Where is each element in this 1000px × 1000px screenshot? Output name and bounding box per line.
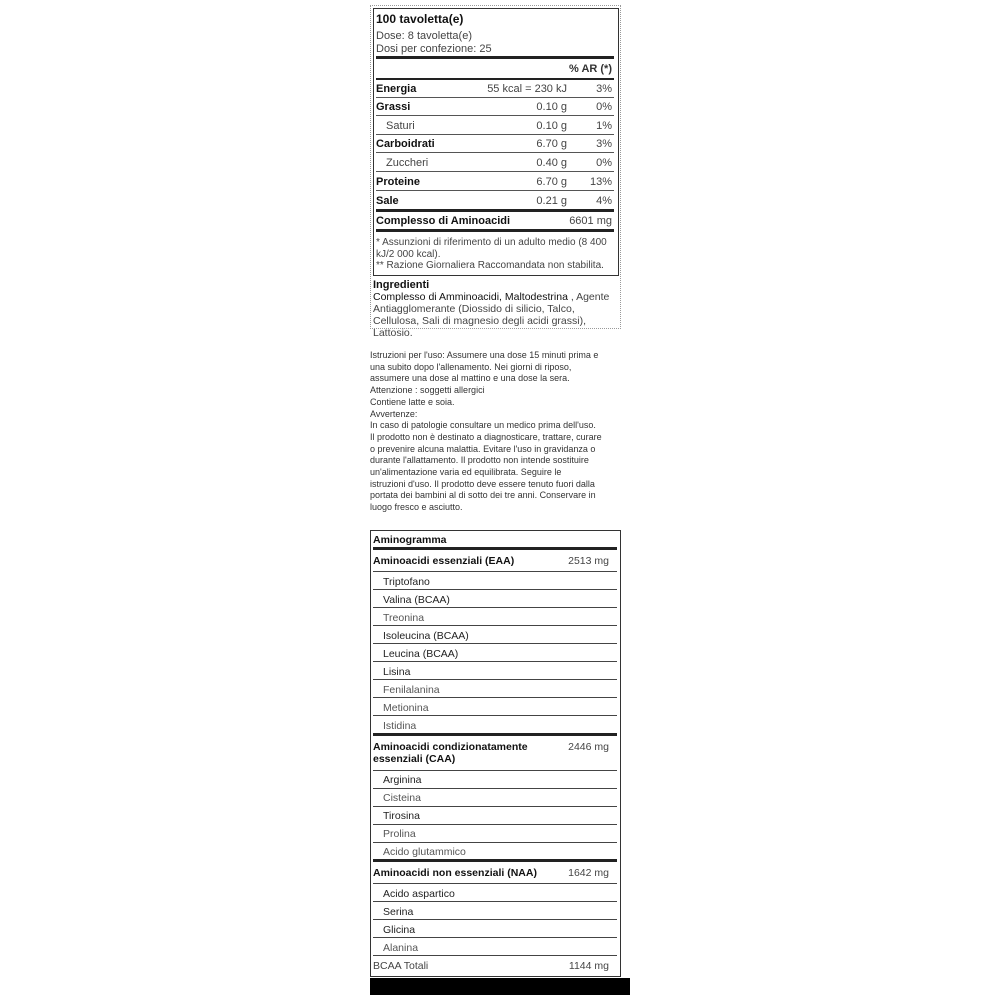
instruction-line: Contiene latte e soia. xyxy=(370,396,455,407)
fat-value: 0.10 g xyxy=(536,101,567,113)
divider xyxy=(373,788,617,789)
divider xyxy=(376,134,614,135)
eaa-header xyxy=(373,555,617,567)
instruction-line: o prevenire alcuna malattia. Evitare l'uso in gravidanza o xyxy=(370,443,596,454)
eaa-label: Aminoacidi essenziali (EAA) xyxy=(373,555,515,567)
divider xyxy=(373,824,617,825)
amino-item: Tirosina xyxy=(383,810,420,822)
amino-item: Acido glutammico xyxy=(383,846,466,858)
saturated-value: 0.10 g xyxy=(536,120,567,132)
salt-value: 0.21 g xyxy=(536,195,567,207)
instruction-line: istruzioni d'uso. Il prodotto deve essere tenuto fuori dalla xyxy=(370,478,595,489)
amino-item: Serina xyxy=(383,906,414,918)
bcaa-total-label: BCAA Totali xyxy=(373,960,429,972)
instruction-line: In caso di patologie consultare un medico prima dell'uso. xyxy=(370,420,596,431)
carbs-pct: 3% xyxy=(596,138,612,150)
divider xyxy=(373,806,617,807)
divider xyxy=(376,97,614,98)
caa-header xyxy=(373,741,617,765)
fat-label: Grassi xyxy=(376,101,411,113)
divider xyxy=(373,733,617,736)
sugars-pct: 0% xyxy=(596,157,612,169)
carbs-label: Carboidrati xyxy=(376,138,435,150)
divider xyxy=(376,171,614,172)
amino-item: Alanina xyxy=(383,942,419,954)
instruction-line: luogo fresco e asciutto. xyxy=(370,502,463,513)
divider xyxy=(373,715,617,716)
label-title: 100 tavoletta(e) xyxy=(376,12,464,26)
caa-label-line2: essenziali (CAA) xyxy=(373,753,456,765)
amino-item: Glicina xyxy=(383,924,416,936)
instruction-line: Il prodotto non è destinato a diagnosticare, trattare, curare xyxy=(370,431,602,442)
divider xyxy=(376,152,614,153)
naa-header xyxy=(373,867,617,879)
divider xyxy=(373,625,617,626)
salt-pct: 4% xyxy=(596,195,612,207)
amino-item: Arginina xyxy=(383,774,422,786)
divider xyxy=(373,643,617,644)
energy-value: 55 kcal = 230 kJ xyxy=(487,83,567,95)
ingredients-main: Complesso di Amminoacidi, Maltodestrina xyxy=(373,291,568,303)
divider xyxy=(373,697,617,698)
divider xyxy=(376,229,614,232)
divider xyxy=(376,190,614,191)
amino-item: Metionina xyxy=(383,702,429,714)
protein-value: 6.70 g xyxy=(536,176,567,188)
divider xyxy=(373,937,617,938)
instruction-line: Attenzione : soggetti allergici xyxy=(370,385,485,396)
amino-item: Triptofano xyxy=(383,576,430,588)
divider xyxy=(376,209,614,212)
divider xyxy=(373,770,617,771)
ingredients-title: Ingredienti xyxy=(373,279,430,291)
divider xyxy=(376,115,614,116)
divider xyxy=(373,919,617,920)
eaa-value: 2513 mg xyxy=(568,555,609,567)
instruction-line: durante l'allattamento. Il prodotto non intende sostituire xyxy=(370,455,589,466)
footnote-reference-intake: * Assunzioni di riferimento di un adulto medio (8 400 kJ/2 000 kcal). xyxy=(376,237,607,260)
bcaa-total-value: 1144 mg xyxy=(568,960,609,972)
sugars-value: 0.40 g xyxy=(536,157,567,169)
ingredients-rest: , Agente Antiagglomerante (Diossido di silicio, Talco, Cellulosa, Sali di magnesio degli acidi grassi), Lattosio. xyxy=(373,291,610,339)
divider xyxy=(373,661,617,662)
amino-item: Prolina xyxy=(383,828,416,840)
footnote-rda: ** Razione Giornaliera Raccomandata non stabilita. xyxy=(376,260,604,271)
saturated-label: Saturi xyxy=(386,120,415,132)
ingredients-text xyxy=(373,291,618,339)
naa-label: Aminoacidi non essenziali (NAA) xyxy=(373,867,537,879)
caa-value: 2446 mg xyxy=(568,741,609,753)
aminogram-title: Aminogramma xyxy=(373,534,447,546)
protein-label: Proteine xyxy=(376,176,421,188)
divider xyxy=(373,547,617,550)
divider xyxy=(376,78,614,80)
divider xyxy=(373,955,617,956)
divider xyxy=(373,679,617,680)
doses-per-pack-text: Dosi per confezione: 25 xyxy=(376,43,492,55)
usage-instructions xyxy=(370,350,628,514)
amino-complex-label: Complesso di Aminoacidi xyxy=(376,215,511,227)
saturated-pct: 1% xyxy=(596,120,612,132)
instruction-line: una subito dopo l'allenamento. Nei giorni di riposo, xyxy=(370,361,572,372)
divider xyxy=(373,901,617,902)
divider xyxy=(376,56,614,59)
amino-item: Valina (BCAA) xyxy=(383,594,450,606)
divider xyxy=(373,589,617,590)
instruction-line: Istruzioni per l'uso: Assumere una dose 15 minuti prima e xyxy=(370,350,599,360)
amino-item: Acido aspartico xyxy=(383,888,455,900)
amino-item: Treonina xyxy=(383,612,425,624)
bottom-black-bar xyxy=(370,978,630,995)
divider xyxy=(373,859,617,862)
amino-complex-value: 6601 mg xyxy=(569,215,612,227)
divider xyxy=(373,607,617,608)
bcaa-total-row xyxy=(373,960,617,972)
divider xyxy=(373,883,617,884)
carbs-value: 6.70 g xyxy=(536,138,567,150)
amino-item: Fenilalanina xyxy=(383,684,440,696)
ar-header: % AR (*) xyxy=(569,63,612,75)
amino-item: Istidina xyxy=(383,720,417,732)
energy-label: Energia xyxy=(376,83,417,95)
instruction-line: assumere una dose al mattino e una dose la sera. xyxy=(370,373,570,384)
divider xyxy=(373,571,617,572)
salt-label: Sale xyxy=(376,195,399,207)
amino-item: Isoleucina (BCAA) xyxy=(383,630,469,642)
caa-label-line1: Aminoacidi condizionatamente xyxy=(373,741,528,753)
energy-pct: 3% xyxy=(596,83,612,95)
protein-pct: 13% xyxy=(589,176,612,188)
divider xyxy=(373,842,617,843)
dose-text: Dose: 8 tavoletta(e) xyxy=(376,30,472,42)
instruction-line: portata dei bambini al di sotto dei tre anni. Conservare in xyxy=(370,490,596,501)
sugars-label: Zuccheri xyxy=(386,157,429,169)
naa-value: 1642 mg xyxy=(568,867,609,879)
amino-item: Lisina xyxy=(383,666,411,678)
amino-item: Cisteina xyxy=(383,792,421,804)
amino-item: Leucina (BCAA) xyxy=(383,648,459,660)
instruction-line: Avvertenze: xyxy=(370,408,418,419)
instruction-line: un'alimentazione varia ed equilibrata. Seguire le xyxy=(370,467,562,478)
fat-pct: 0% xyxy=(596,101,612,113)
